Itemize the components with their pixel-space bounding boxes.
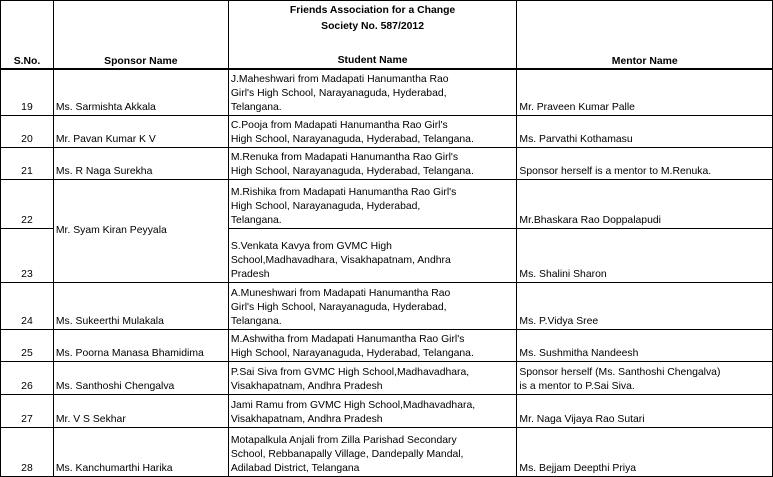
student-line: A.Muneshwari from Madapati Hanumantha Rao [230,288,451,299]
student-line: Pradesh [230,269,270,280]
row-sponsor: Ms. Sukeerthi Mulakala [53,283,228,330]
row-student [228,180,517,229]
row-student [228,148,517,180]
row-sno: 20 [1,116,54,148]
mentor-line: Ms. Sushmitha Nandeesh [519,348,639,359]
table-row [1,283,773,330]
table-row [1,330,773,362]
row-sno: 27 [1,395,54,428]
student-line: M.Rishika from Madapati Hanumantha Rao Girl's [230,187,457,198]
student-line: High School, Narayanaguda, Hyderabad, Telangana. [230,166,474,177]
header-row [1,1,773,70]
mentor-line: Ms. Parvathi Kothamasu [519,134,633,145]
header-sponsor: Sponsor Name [53,1,228,70]
student-line: Motapalkula Anjali from Zilla Parishad Secondary [230,435,457,446]
row-sponsor: Mr. V S Sekhar [53,395,228,428]
row-sponsor: Ms. Sarmishta Akkala [53,69,228,116]
row-mentor [517,283,773,330]
table-row [1,395,773,428]
student-line: Visakhapatnam, Andhra Pradesh [230,414,383,425]
row-sno: 28 [1,428,54,477]
table-row [1,428,773,477]
student-line: Adilabad District, Telangana [230,463,360,474]
row-mentor [517,362,773,395]
row-mentor [517,148,773,180]
row-sno: 22 [1,180,54,229]
student-line: P.Sai Siva from GVMC High School,Madhavadhara, [230,367,470,378]
header-sno: S.No. [1,1,54,70]
table-row [1,180,773,229]
student-line: M.Ashwitha from Madapati Hanumantha Rao Girl's [230,334,465,345]
row-sno: 24 [1,283,54,330]
student-line: High School, Narayanaguda, Hyderabad, [230,201,421,212]
row-student [228,229,517,283]
student-line: C.Pooja from Madapati Hanumantha Rao Girl's [230,120,448,131]
row-sponsor: Mr. Syam Kiran Peyyala [53,180,228,283]
student-line: Jami Ramu from GVMC High School,Madhavadhara, [230,400,476,411]
student-line: High School, Narayanaguda, Hyderabad, Telangana. [230,134,474,145]
mentor-line: Mr. Praveen Kumar Palle [519,102,635,113]
table-row [1,362,773,395]
row-student [228,283,517,330]
header-mentor: Mentor Name [517,1,773,70]
mentor-line: Sponsor herself (Ms. Santhoshi Chengalva) [519,367,721,378]
row-sponsor: Ms. Poorna Manasa Bhamidima [53,330,228,362]
society-number: Society No. 587/2012 [321,21,424,32]
row-mentor [517,330,773,362]
row-mentor [517,180,773,229]
mentor-line: Mr. Naga Vijaya Rao Sutari [519,414,645,425]
student-line: School, Rebbanapally Village, Dandepally Mandal, [230,449,464,460]
table-row [1,69,773,116]
student-line: Girl's High School, Narayanaguda, Hyderabad, [230,302,447,313]
row-mentor [517,395,773,428]
student-line: Telangana. [230,316,282,327]
row-student [228,428,517,477]
row-sno: 26 [1,362,54,395]
row-mentor [517,229,773,283]
header-student: Student Name [337,55,408,66]
row-sno: 19 [1,69,54,116]
row-sno: 23 [1,229,54,283]
student-line: Girl's High School, Narayanaguda, Hyderabad, [230,88,447,99]
table-row [1,116,773,148]
mentor-line: is a mentor to P.Sai Siva. [519,381,635,392]
student-line: High School, Narayanaguda, Hyderabad, Telangana. [230,348,474,359]
row-student [228,362,517,395]
student-line: S.Venkata Kavya from GVMC High [230,241,392,252]
header-student-cell [228,1,517,70]
mentor-line: Ms. Shalini Sharon [519,269,607,280]
sponsor-table [0,0,773,70]
student-line: M.Renuka from Madapati Hanumantha Rao Girl's [230,152,459,163]
org-title: Friends Association for a Change [289,5,456,16]
row-mentor [517,69,773,116]
row-sno: 21 [1,148,54,180]
mentor-line: Ms. Bejjam Deepthi Priya [519,463,637,474]
row-sponsor: Ms. Kanchumarthi Harika [53,428,228,477]
row-sponsor: Mr. Pavan Kumar K V [53,116,228,148]
row-student [228,330,517,362]
body-table [0,68,773,477]
row-student [228,69,517,116]
row-student [228,116,517,148]
student-line: School,Madhavadhara, Visakhapatnam, Andhra [230,255,451,266]
mentor-line: Sponsor herself is a mentor to M.Renuka. [519,166,712,177]
student-line: J.Maheshwari from Madapati Hanumantha Rao [230,74,449,85]
mentor-line: Mr.Bhaskara Rao Doppalapudi [519,215,661,226]
row-mentor [517,428,773,477]
mentor-line: Ms. P.Vidya Sree [519,316,599,327]
student-line: Telangana. [230,215,282,226]
row-student [228,395,517,428]
row-mentor [517,116,773,148]
row-sponsor: Ms. R Naga Surekha [53,148,228,180]
row-sno: 25 [1,330,54,362]
student-line: Visakhapatnam, Andhra Pradesh [230,381,383,392]
table-row [1,148,773,180]
row-sponsor: Ms. Santhoshi Chengalva [53,362,228,395]
student-line: Telangana. [230,102,282,113]
